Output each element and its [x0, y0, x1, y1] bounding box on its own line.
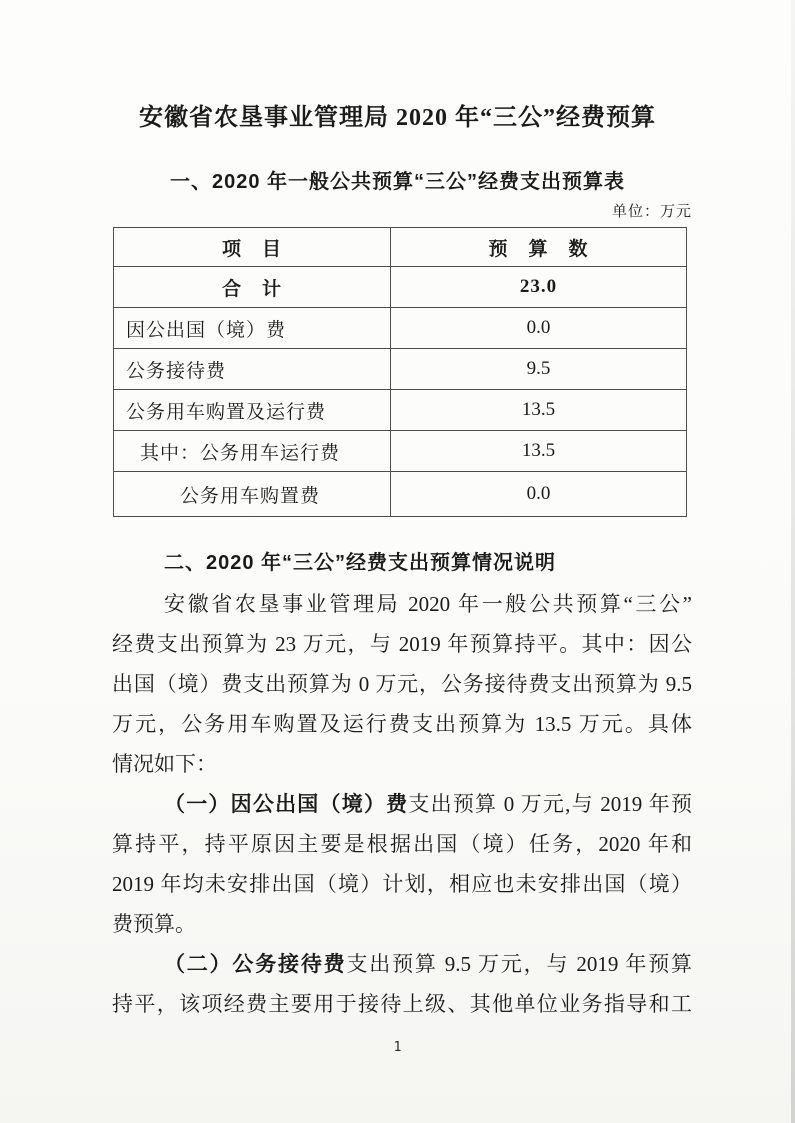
paragraph-lead-bold: （一）因公出国（境）费 — [164, 792, 409, 816]
paragraph-line: 2019 年均未安排出国（境）计划，相应也未安排出国（境） — [112, 872, 692, 896]
table-row-vehicle-purchase — [114, 472, 687, 517]
paragraph-line: 算持平，持平原因主要是根据出国（境）任务，2020 年和 — [112, 832, 692, 856]
budget-table — [113, 227, 687, 517]
row-label: 公务接待费 — [114, 349, 391, 390]
row-value: 23.0 — [391, 267, 687, 308]
row-label: 公务用车购置费 — [114, 472, 391, 517]
column-header-item: 项 目 — [114, 228, 391, 267]
table-row-vehicle-operation — [114, 431, 687, 472]
row-label: 合 计 — [114, 267, 391, 308]
paragraph-line: 持平，该项经费主要用于接待上级、其他单位业务指导和工 — [112, 992, 692, 1016]
row-value: 0.0 — [391, 472, 687, 517]
paragraph-line: 出国（境）费支出预算为 0 万元，公务接待费支出预算为 9.5 — [112, 672, 692, 696]
explanation-text — [112, 584, 692, 1024]
row-value: 13.5 — [391, 390, 687, 431]
row-label: 公务用车购置及运行费 — [114, 390, 391, 431]
paragraph-line — [112, 944, 692, 984]
paragraph-line — [112, 784, 692, 824]
table-row-abroad-fee — [114, 308, 687, 349]
column-header-value: 预 算 数 — [391, 228, 687, 267]
paragraph-lead-rest: 支出预算 9.5 万元，与 2019 年预算 — [346, 952, 693, 976]
page-number: 1 — [393, 1040, 402, 1055]
row-label: 其中：公务用车运行费 — [114, 431, 391, 472]
scan-edge-shadow — [791, 0, 795, 1123]
row-value: 0.0 — [391, 308, 687, 349]
paragraph-line: 经费支出预算为 23 万元，与 2019 年预算持平。其中：因公 — [112, 632, 692, 656]
section1-heading: 一、2020 年一般公共预算“三公”经费支出预算表 — [169, 171, 626, 193]
paragraph-line: 安徽省农垦事业管理局 2020 年一般公共预算“三公” — [164, 592, 692, 616]
row-value: 9.5 — [391, 349, 687, 390]
section2-heading: 二、2020 年“三公”经费支出预算情况说明 — [164, 552, 557, 574]
document-title: 安徽省农垦事业管理局 2020 年“三公”经费预算 — [139, 105, 656, 131]
paragraph-line: 费预算。 — [112, 912, 196, 936]
row-label: 因公出国（境）费 — [114, 308, 391, 349]
table-row-reception-fee — [114, 349, 687, 390]
paragraph-lead-rest: 支出预算 0 万元,与 2019 年预 — [408, 792, 692, 816]
paragraph-line: 万元，公务用车购置及运行费支出预算为 13.5 万元。具体 — [112, 712, 692, 736]
table-header-row — [114, 228, 687, 267]
table-row-vehicle-total — [114, 390, 687, 431]
paragraph-lead-bold: （二）公务接待费 — [164, 952, 347, 976]
row-value: 13.5 — [391, 431, 687, 472]
paragraph-line: 情况如下： — [112, 752, 217, 776]
table-row-total — [114, 267, 687, 308]
unit-note: 单位：万元 — [611, 204, 692, 220]
